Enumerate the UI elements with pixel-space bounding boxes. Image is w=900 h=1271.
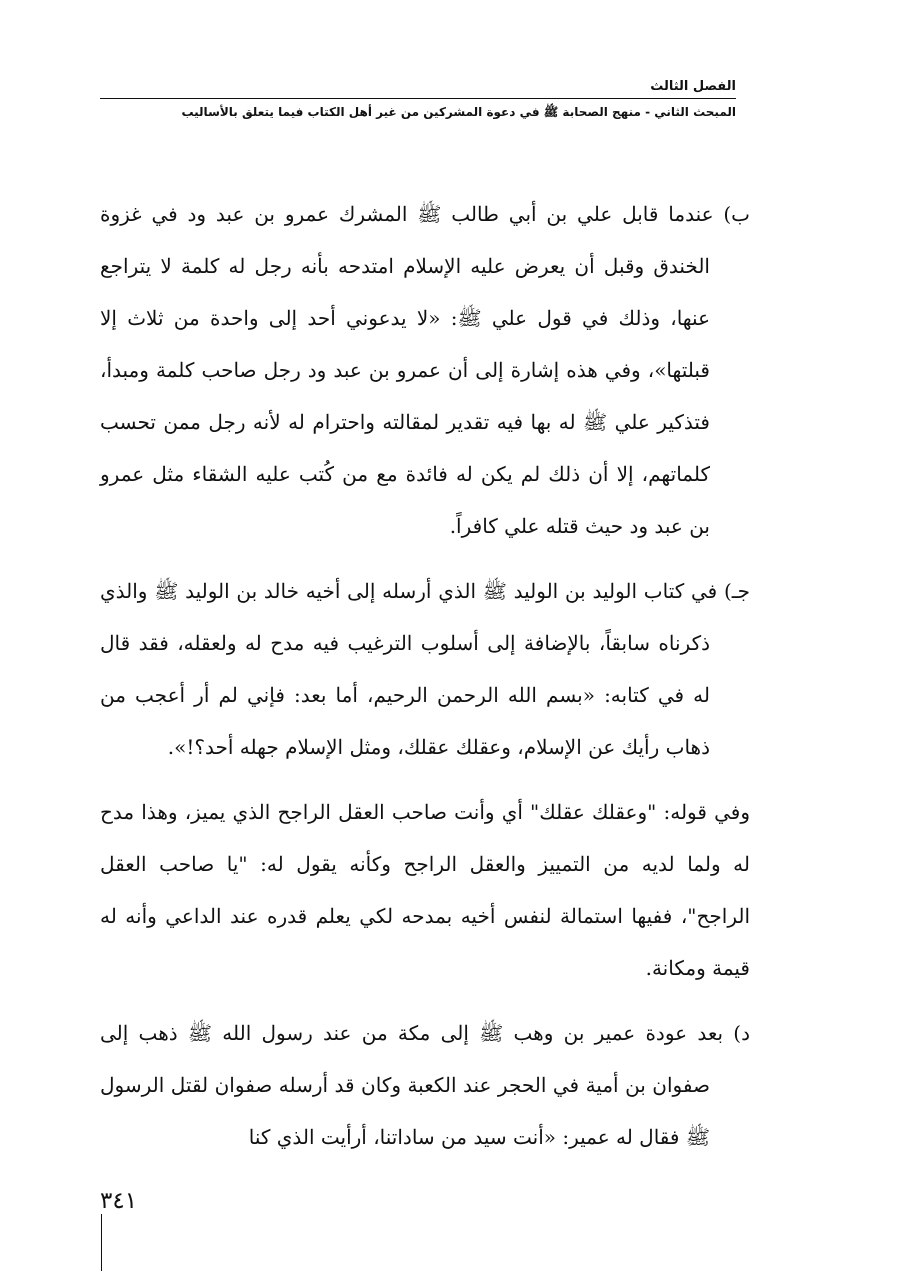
page-number: ٣٤١ bbox=[100, 1188, 138, 1214]
paragraph-item-d: د) بعد عودة عمير بن وهب ﷺ إلى مكة من عند رسول الله ﷺ ذهب إلى صفوان بن أمية في الحجر عند الكعبة وكان قد أرسله صفوان لقتل الرسول ﷺ فقال له عمير: «أنت سيد من ساداتنا، أرأيت الذي كنا bbox=[100, 1021, 750, 1149]
running-header bbox=[100, 76, 736, 125]
page-body bbox=[100, 188, 750, 1163]
paragraph-item-b: ب) عندما قابل علي بن أبي طالب ﷺ المشرك عمرو بن عبد ود في غزوة الخندق وقبل أن يعرض عليه الإسلام امتدحه بأنه رجل له كلمة لا يتراجع عنها، وذلك في قول علي ﷺ: «لا يدعوني أحد إلى واحدة من ثلاث إلا قبلتها»، وفي هذه إشارة إلى أن عمرو بن عبد ود رجل صاحب كلمة ومبدأ، فتذكير علي ﷺ له بها فيه تقدير لمقالته واحترام له لأنه رجل ممن تحسب كلماتهم، إلا أن ذلك لم يكن له فائدة مع من كُتب عليه الشقاء مثل عمرو بن عبد ود حيث قتله علي كافراً. bbox=[100, 202, 750, 538]
section-title: المبحث الثاني - منهج الصحابة ﷺ في دعوة المشركين من غير أهل الكتاب فيما يتعلق بالأساليب bbox=[181, 105, 736, 119]
paragraph-item-j: جـ) في كتاب الوليد بن الوليد ﷺ الذي أرسله إلى أخيه خالد بن الوليد ﷺ والذي ذكرناه سابقاً، بالإضافة إلى أسلوب الترغيب فيه مدح له ولعقله، فقد قال له في كتابه: «بسم الله الرحمن الرحيم، أما بعد: فإني لم أر أعجب من ذهاب رأيك عن الإسلام، وعقلك عقلك، ومثل الإسلام جهله أحد؟!». bbox=[100, 579, 750, 759]
margin-line bbox=[101, 1214, 102, 1271]
chapter-title: الفصل الثالث bbox=[650, 79, 736, 94]
paragraph-commentary: وفي قوله: "وعقلك عقلك" أي وأنت صاحب العقل الراجح الذي يميز، وهذا مدح له ولما لديه من التمييز والعقل الراجح وكأنه يقول له: "يا صاحب العقل الراجح"، ففيها استمالة لنفس أخيه بمدحه لكي يعلم قدره عند الداعي وأنه له قيمة ومكانة. bbox=[100, 800, 750, 980]
